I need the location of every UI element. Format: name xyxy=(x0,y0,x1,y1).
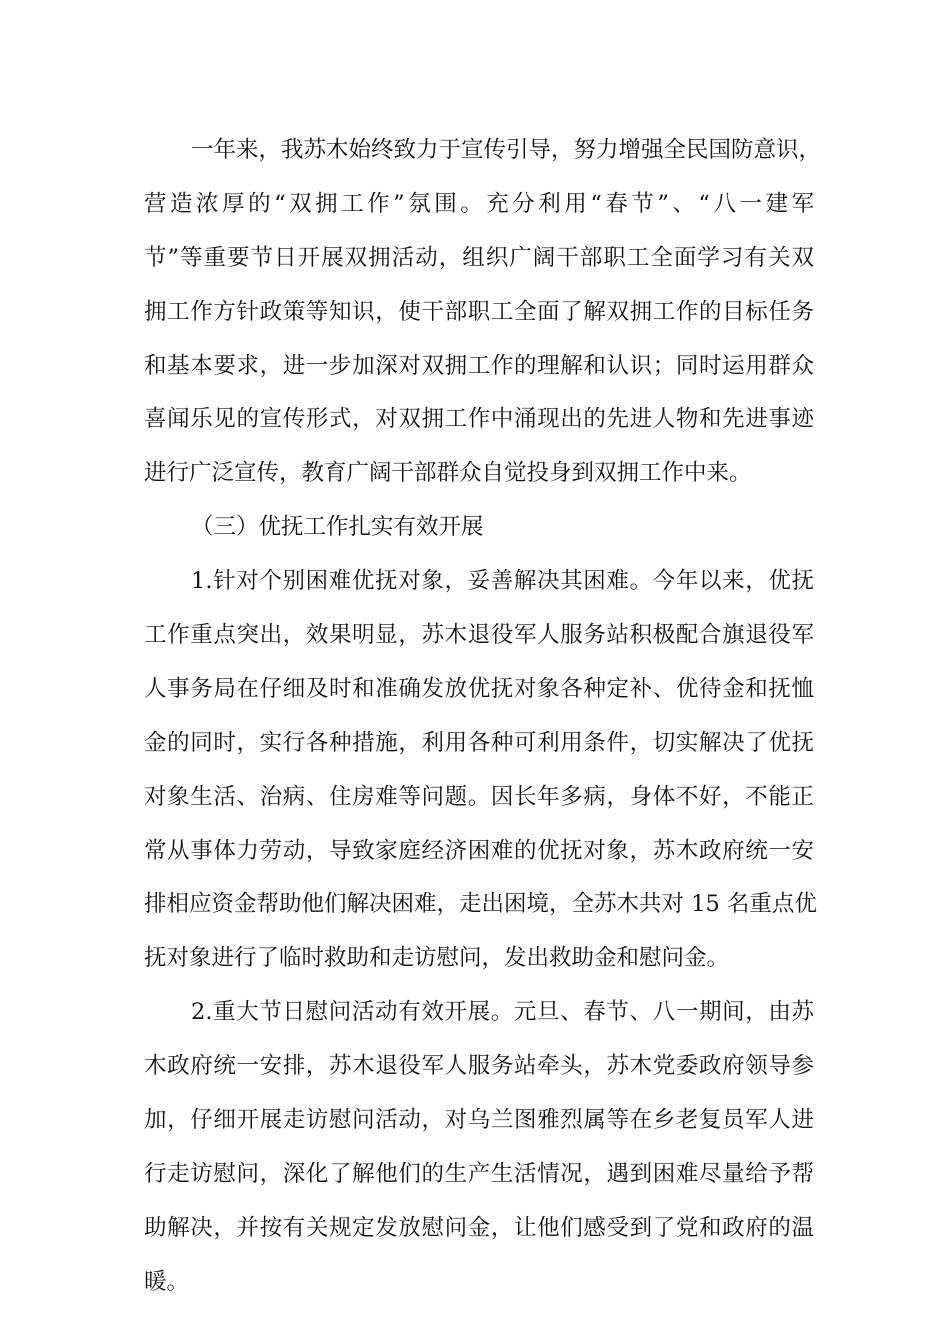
text-line: 营造浓厚的“双拥工作”氛围。充分利用“春节”、“八一建军 xyxy=(144,190,814,217)
text-line: 拥工作方针政策等知识，使干部职工全面了解双拥工作的目标任务 xyxy=(144,298,814,325)
text-line: 对象生活、治病、住房难等问题。因长年多病，身体不好，不能正 xyxy=(144,783,814,810)
text-line: 人事务局在仔细及时和准确发放优抚对象各种定补、优待金和抚恤 xyxy=(144,675,814,702)
text-line: 进行广泛宣传，教育广阔干部群众自觉投身到双拥工作中来。 xyxy=(144,460,752,487)
text-line: 常从事体力劳动，导致家庭经济困难的优抚对象，苏木政府统一安 xyxy=(144,837,814,864)
paragraph-difficult-subjects xyxy=(144,555,817,986)
paragraph-publicity xyxy=(144,124,822,501)
text-line: 抚对象进行了临时救助和走访慰问，发出救助金和慰问金。 xyxy=(144,945,730,972)
text-line: 助解决，并按有关规定发放慰问金，让他们感受到了党和政府的温 xyxy=(144,1214,814,1241)
text-line: 木政府统一安排，苏木退役军人服务站牵头，苏木党委政府领导参 xyxy=(144,1053,814,1080)
document-body xyxy=(144,124,822,1310)
text-line: 排相应资金帮助他们解决困难，走出困境，全苏木共对 15 名重点优 xyxy=(144,891,817,918)
text-line: 2.重大节日慰问活动有效开展。元旦、春节、八一期间，由苏 xyxy=(191,999,814,1026)
text-line: 行走访慰问，深化了解他们的生产生活情况，遇到困难尽量给予帮 xyxy=(144,1160,814,1187)
text-line: 金的同时，实行各种措施，利用各种可利用条件，切实解决了优抚 xyxy=(144,729,814,756)
text-line: 暖。 xyxy=(144,1268,190,1295)
text-line: 工作重点突出，效果明显，苏木退役军人服务站积极配合旗退役军 xyxy=(144,622,814,649)
paragraph-holiday-visits xyxy=(144,986,814,1309)
heading-line: （三）优抚工作扎实有效开展 xyxy=(191,514,484,541)
text-line: 加，仔细开展走访慰问活动，对乌兰图雅烈属等在乡老复员军人进 xyxy=(144,1107,814,1134)
text-line: 1.针对个别困难优抚对象，妥善解决其困难。今年以来，优抚 xyxy=(191,568,814,595)
text-line: 和基本要求，进一步加深对双拥工作的理解和认识；同时运用群众 xyxy=(144,352,814,379)
text-line: 节”等重要节日开展双拥活动，组织广阔干部职工全面学习有关双 xyxy=(144,244,814,271)
section-heading xyxy=(144,501,814,555)
text-line: 一年来，我苏木始终致力于宣传引导，努力增强全民国防意识， xyxy=(191,137,822,163)
text-line: 喜闻乐见的宣传形式，对双拥工作中涌现出的先进人物和先进事迹 xyxy=(144,406,814,433)
